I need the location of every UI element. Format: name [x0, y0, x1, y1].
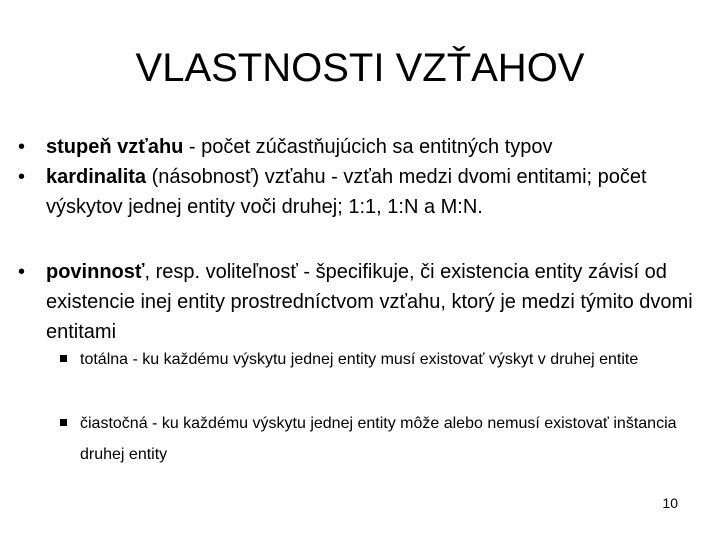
bullet-dot-icon: • [18, 166, 26, 188]
square-bullet-icon [60, 419, 67, 426]
sub-bullet-item [80, 408, 680, 470]
sub-bullet-text: čiastočná - ku každému výskytu jednej entity môže alebo nemusí existovať inštancia druhej entity [80, 415, 677, 463]
sub-bullet-item [80, 344, 680, 375]
bullet-item [18, 257, 696, 347]
bullet-item [18, 162, 696, 222]
sub-bullet-text: totálna - ku každému výskytu jednej entity musí existovať výskyt v druhej entite [80, 351, 639, 368]
bullet-text: - počet zúčastňujúcich sa entitných typov [183, 136, 553, 158]
bullet-dot-icon: • [18, 136, 26, 158]
bullet-term: kardinalita [46, 166, 147, 188]
bullet-item [18, 132, 696, 162]
bullet-dot-icon: • [18, 261, 26, 283]
bullet-term: stupeň vzťahu [46, 136, 184, 158]
bullet-text: , resp. voliteľnosť - špecifikuje, či existencia entity závisí od existencie inej entity prostredníctvom vzťahu, ktorý je medzi týmito dvomi entitami [46, 261, 693, 343]
slide-title: VLASTNOSTI VZŤAHOV [135, 46, 585, 90]
bullet-text: (násobnosť) vzťahu - vzťah medzi dvomi entitami; počet výskytov jednej entity voči druhej; 1:1, 1:N a M:N. [46, 166, 647, 218]
square-bullet-icon [60, 355, 67, 362]
bullet-term: povinnosť [46, 261, 145, 283]
page-number: 10 [662, 495, 678, 511]
